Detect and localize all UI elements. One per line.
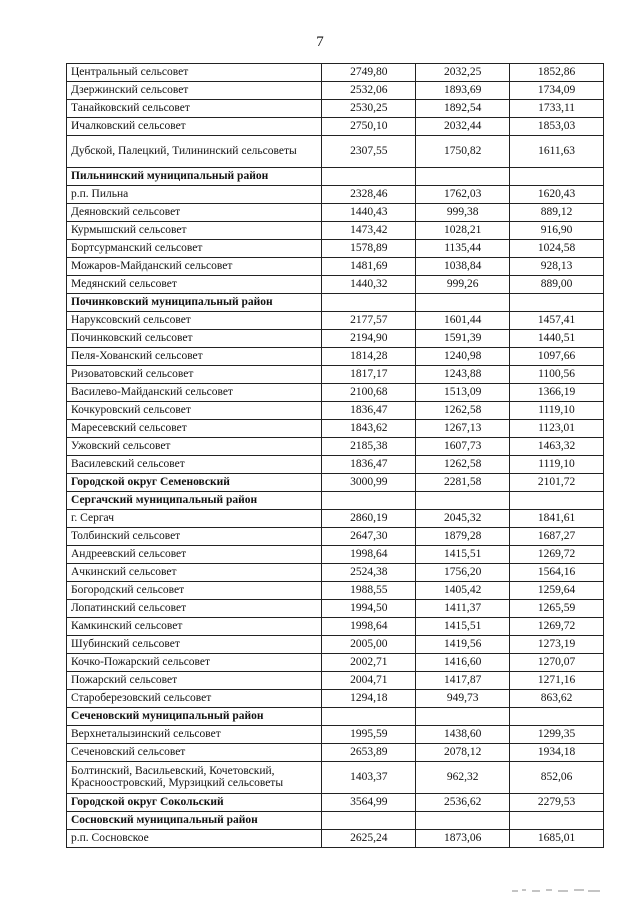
settlement-name: Танайковский сельсовет [67, 100, 322, 118]
table-row [67, 100, 604, 118]
value-cell-2 [416, 492, 510, 510]
table-row [67, 600, 604, 618]
settlement-name: Лопатинский сельсовет [67, 600, 322, 618]
value-cell-1: 2749,80 [322, 64, 416, 82]
value-cell-2: 1750,82 [416, 136, 510, 168]
value-cell-2: 1243,88 [416, 366, 510, 384]
value-cell-1: 1836,47 [322, 402, 416, 420]
value-cell-1: 1994,50 [322, 600, 416, 618]
value-cell-1: 2005,00 [322, 636, 416, 654]
value-cell-2: 1028,21 [416, 222, 510, 240]
value-cell-2: 999,38 [416, 204, 510, 222]
value-cell-3: 863,62 [510, 690, 604, 708]
value-cell-1: 1481,69 [322, 258, 416, 276]
settlement-name: Верхнеталызинский сельсовет [67, 726, 322, 744]
value-cell-3: 1734,09 [510, 82, 604, 100]
table-row [67, 762, 604, 794]
table-row [67, 136, 604, 168]
value-cell-3: 1852,86 [510, 64, 604, 82]
value-cell-3: 1853,03 [510, 118, 604, 136]
settlement-name: Наруксовский сельсовет [67, 312, 322, 330]
settlement-name: Староберезовский сельсовет [67, 690, 322, 708]
value-cell-1 [322, 168, 416, 186]
value-cell-2: 999,26 [416, 276, 510, 294]
value-cell-1: 2647,30 [322, 528, 416, 546]
value-cell-2: 2032,25 [416, 64, 510, 82]
value-cell-3: 2279,53 [510, 794, 604, 812]
table-row [67, 420, 604, 438]
value-cell-2: 2281,58 [416, 474, 510, 492]
value-cell-1: 1578,89 [322, 240, 416, 258]
value-cell-1: 2328,46 [322, 186, 416, 204]
table-row [67, 582, 604, 600]
value-cell-1: 1836,47 [322, 456, 416, 474]
value-cell-2: 1756,20 [416, 564, 510, 582]
district-name: Пильнинский муниципальный район [67, 168, 322, 186]
value-cell-1: 1998,64 [322, 618, 416, 636]
value-cell-1: 2004,71 [322, 672, 416, 690]
value-cell-2: 1405,42 [416, 582, 510, 600]
value-cell-2: 1038,84 [416, 258, 510, 276]
table-row [67, 82, 604, 100]
table-row [67, 384, 604, 402]
value-cell-1: 1817,17 [322, 366, 416, 384]
settlement-name: Василевский сельсовет [67, 456, 322, 474]
value-cell-3: 889,00 [510, 276, 604, 294]
value-cell-2: 2536,62 [416, 794, 510, 812]
value-cell-2: 1267,13 [416, 420, 510, 438]
value-cell-1: 1814,28 [322, 348, 416, 366]
value-cell-1: 2194,90 [322, 330, 416, 348]
value-cell-2 [416, 812, 510, 830]
value-cell-2 [416, 168, 510, 186]
table-row [67, 690, 604, 708]
value-cell-3 [510, 294, 604, 312]
value-cell-2: 1607,73 [416, 438, 510, 456]
value-cell-3: 1733,11 [510, 100, 604, 118]
value-cell-2 [416, 294, 510, 312]
value-cell-3 [510, 708, 604, 726]
value-cell-3: 1457,41 [510, 312, 604, 330]
section-header-row [67, 168, 604, 186]
value-cell-3: 1265,59 [510, 600, 604, 618]
table-row [67, 258, 604, 276]
value-cell-2: 1419,56 [416, 636, 510, 654]
table-row [67, 654, 604, 672]
value-cell-1: 1995,59 [322, 726, 416, 744]
value-cell-1: 2307,55 [322, 136, 416, 168]
value-cell-3: 1366,19 [510, 384, 604, 402]
settlement-name: Богородский сельсовет [67, 582, 322, 600]
value-cell-2: 1873,06 [416, 830, 510, 848]
settlement-name: Ризоватовский сельсовет [67, 366, 322, 384]
value-cell-3: 1299,35 [510, 726, 604, 744]
data-table [66, 63, 604, 848]
settlement-name: Василево-Майданский сельсовет [67, 384, 322, 402]
value-cell-3: 916,90 [510, 222, 604, 240]
table-row [67, 402, 604, 420]
settlement-name: г. Сергач [67, 510, 322, 528]
value-cell-2: 2032,44 [416, 118, 510, 136]
settlement-name: Кочко-Пожарский сельсовет [67, 654, 322, 672]
value-cell-3: 1841,61 [510, 510, 604, 528]
value-cell-3: 1934,18 [510, 744, 604, 762]
district-name: Сергачский муниципальный район [67, 492, 322, 510]
table-row [67, 222, 604, 240]
value-cell-3: 1024,58 [510, 240, 604, 258]
table-row [67, 348, 604, 366]
value-cell-1: 3000,99 [322, 474, 416, 492]
value-cell-3: 1119,10 [510, 456, 604, 474]
settlement-name: Бортсурманский сельсовет [67, 240, 322, 258]
value-cell-2: 2078,12 [416, 744, 510, 762]
value-cell-2: 1240,98 [416, 348, 510, 366]
value-cell-3: 928,13 [510, 258, 604, 276]
value-cell-3: 1097,66 [510, 348, 604, 366]
value-cell-3: 1123,01 [510, 420, 604, 438]
table-row [67, 830, 604, 848]
value-cell-2: 1513,09 [416, 384, 510, 402]
table-row [67, 672, 604, 690]
value-cell-3: 1687,27 [510, 528, 604, 546]
value-cell-2: 1892,54 [416, 100, 510, 118]
settlement-name: Ужовский сельсовет [67, 438, 322, 456]
district-name: Починковский муниципальный район [67, 294, 322, 312]
value-cell-2: 962,32 [416, 762, 510, 794]
section-header-row [67, 812, 604, 830]
value-cell-2: 1762,03 [416, 186, 510, 204]
value-cell-2: 1262,58 [416, 456, 510, 474]
value-cell-1 [322, 812, 416, 830]
settlement-name: Городской округ Сокольский [67, 794, 322, 812]
table-row [67, 510, 604, 528]
settlement-name: р.п. Сосновское [67, 830, 322, 848]
page-number: 7 [316, 34, 324, 50]
value-cell-3: 852,06 [510, 762, 604, 794]
value-cell-2: 1879,28 [416, 528, 510, 546]
value-cell-2 [416, 708, 510, 726]
value-cell-2: 1438,60 [416, 726, 510, 744]
value-cell-3: 1270,07 [510, 654, 604, 672]
table-row [67, 618, 604, 636]
settlement-name: Дзержинский сельсовет [67, 82, 322, 100]
value-cell-3: 2101,72 [510, 474, 604, 492]
value-cell-1: 1843,62 [322, 420, 416, 438]
value-cell-1: 2524,38 [322, 564, 416, 582]
value-cell-1: 2177,57 [322, 312, 416, 330]
settlement-name: Курмышский сельсовет [67, 222, 322, 240]
settlement-name: Центральный сельсовет [67, 64, 322, 82]
settlement-name: Городской округ Семеновский [67, 474, 322, 492]
value-cell-2: 1135,44 [416, 240, 510, 258]
settlement-name: Шубинский сельсовет [67, 636, 322, 654]
value-cell-3: 1271,16 [510, 672, 604, 690]
value-cell-1: 2530,25 [322, 100, 416, 118]
value-cell-3: 1620,43 [510, 186, 604, 204]
value-cell-1: 2860,19 [322, 510, 416, 528]
settlement-name: Сеченовский сельсовет [67, 744, 322, 762]
settlement-name: Толбинский сельсовет [67, 528, 322, 546]
settlement-name: Маресевский сельсовет [67, 420, 322, 438]
value-cell-3: 1273,19 [510, 636, 604, 654]
value-cell-2: 1417,87 [416, 672, 510, 690]
value-cell-1: 1473,42 [322, 222, 416, 240]
district-name: Сеченовский муниципальный район [67, 708, 322, 726]
settlement-name: Починковский сельсовет [67, 330, 322, 348]
table-row [67, 794, 604, 812]
value-cell-3: 889,12 [510, 204, 604, 222]
settlement-name: р.п. Пильна [67, 186, 322, 204]
value-cell-3: 1611,63 [510, 136, 604, 168]
settlement-name: Дубской, Палецкий, Тилининский сельсоветы [67, 136, 322, 168]
value-cell-1: 2750,10 [322, 118, 416, 136]
value-cell-1 [322, 708, 416, 726]
value-cell-2: 1415,51 [416, 546, 510, 564]
table-row [67, 366, 604, 384]
section-header-row [67, 294, 604, 312]
settlement-name: Болтинский, Васильевский, Кочетовский, Красноостровский, Мурзицкий сельсоветы [67, 762, 322, 794]
value-cell-1: 2185,38 [322, 438, 416, 456]
table-row [67, 276, 604, 294]
value-cell-3: 1564,16 [510, 564, 604, 582]
settlement-name: Деяновский сельсовет [67, 204, 322, 222]
table-row [67, 312, 604, 330]
table-row [67, 118, 604, 136]
scan-artifact [512, 886, 602, 894]
table-row [67, 474, 604, 492]
value-cell-2: 1416,60 [416, 654, 510, 672]
settlement-name: Ачкинский сельсовет [67, 564, 322, 582]
value-cell-3: 1463,32 [510, 438, 604, 456]
value-cell-2: 1601,44 [416, 312, 510, 330]
table-row [67, 726, 604, 744]
value-cell-3 [510, 812, 604, 830]
value-cell-2: 1893,69 [416, 82, 510, 100]
value-cell-3: 1100,56 [510, 366, 604, 384]
value-cell-1: 2100,68 [322, 384, 416, 402]
value-cell-1: 2653,89 [322, 744, 416, 762]
value-cell-1: 2002,71 [322, 654, 416, 672]
value-cell-3: 1440,51 [510, 330, 604, 348]
value-cell-1: 1294,18 [322, 690, 416, 708]
value-cell-2: 2045,32 [416, 510, 510, 528]
value-cell-3 [510, 492, 604, 510]
table-row [67, 438, 604, 456]
value-cell-1: 1998,64 [322, 546, 416, 564]
value-cell-1 [322, 294, 416, 312]
table-body [67, 64, 604, 848]
table-row [67, 564, 604, 582]
settlement-name: Пеля-Хованский сельсовет [67, 348, 322, 366]
table-row [67, 456, 604, 474]
value-cell-1: 1988,55 [322, 582, 416, 600]
table-row [67, 186, 604, 204]
settlement-name: Ичалковский сельсовет [67, 118, 322, 136]
value-cell-3: 1269,72 [510, 618, 604, 636]
value-cell-3: 1119,10 [510, 402, 604, 420]
settlement-name: Медянский сельсовет [67, 276, 322, 294]
value-cell-1: 2532,06 [322, 82, 416, 100]
section-header-row [67, 708, 604, 726]
district-name: Сосновский муниципальный район [67, 812, 322, 830]
value-cell-3: 1685,01 [510, 830, 604, 848]
table-row [67, 546, 604, 564]
value-cell-3 [510, 168, 604, 186]
table-row [67, 64, 604, 82]
section-header-row [67, 492, 604, 510]
value-cell-1: 3564,99 [322, 794, 416, 812]
value-cell-2: 1415,51 [416, 618, 510, 636]
value-cell-2: 1411,37 [416, 600, 510, 618]
settlement-name: Пожарский сельсовет [67, 672, 322, 690]
table-row [67, 744, 604, 762]
settlement-name: Андреевский сельсовет [67, 546, 322, 564]
value-cell-1: 1440,32 [322, 276, 416, 294]
value-cell-3: 1269,72 [510, 546, 604, 564]
table-row [67, 330, 604, 348]
value-cell-1: 1440,43 [322, 204, 416, 222]
table-row [67, 636, 604, 654]
value-cell-1: 1403,37 [322, 762, 416, 794]
value-cell-2: 1262,58 [416, 402, 510, 420]
value-cell-1: 2625,24 [322, 830, 416, 848]
table-row [67, 240, 604, 258]
settlement-name: Камкинский сельсовет [67, 618, 322, 636]
value-cell-2: 1591,39 [416, 330, 510, 348]
table-row [67, 528, 604, 546]
value-cell-2: 949,73 [416, 690, 510, 708]
settlement-name: Можаров-Майданский сельсовет [67, 258, 322, 276]
table-row [67, 204, 604, 222]
value-cell-1 [322, 492, 416, 510]
settlement-name: Кочкуровский сельсовет [67, 402, 322, 420]
value-cell-3: 1259,64 [510, 582, 604, 600]
